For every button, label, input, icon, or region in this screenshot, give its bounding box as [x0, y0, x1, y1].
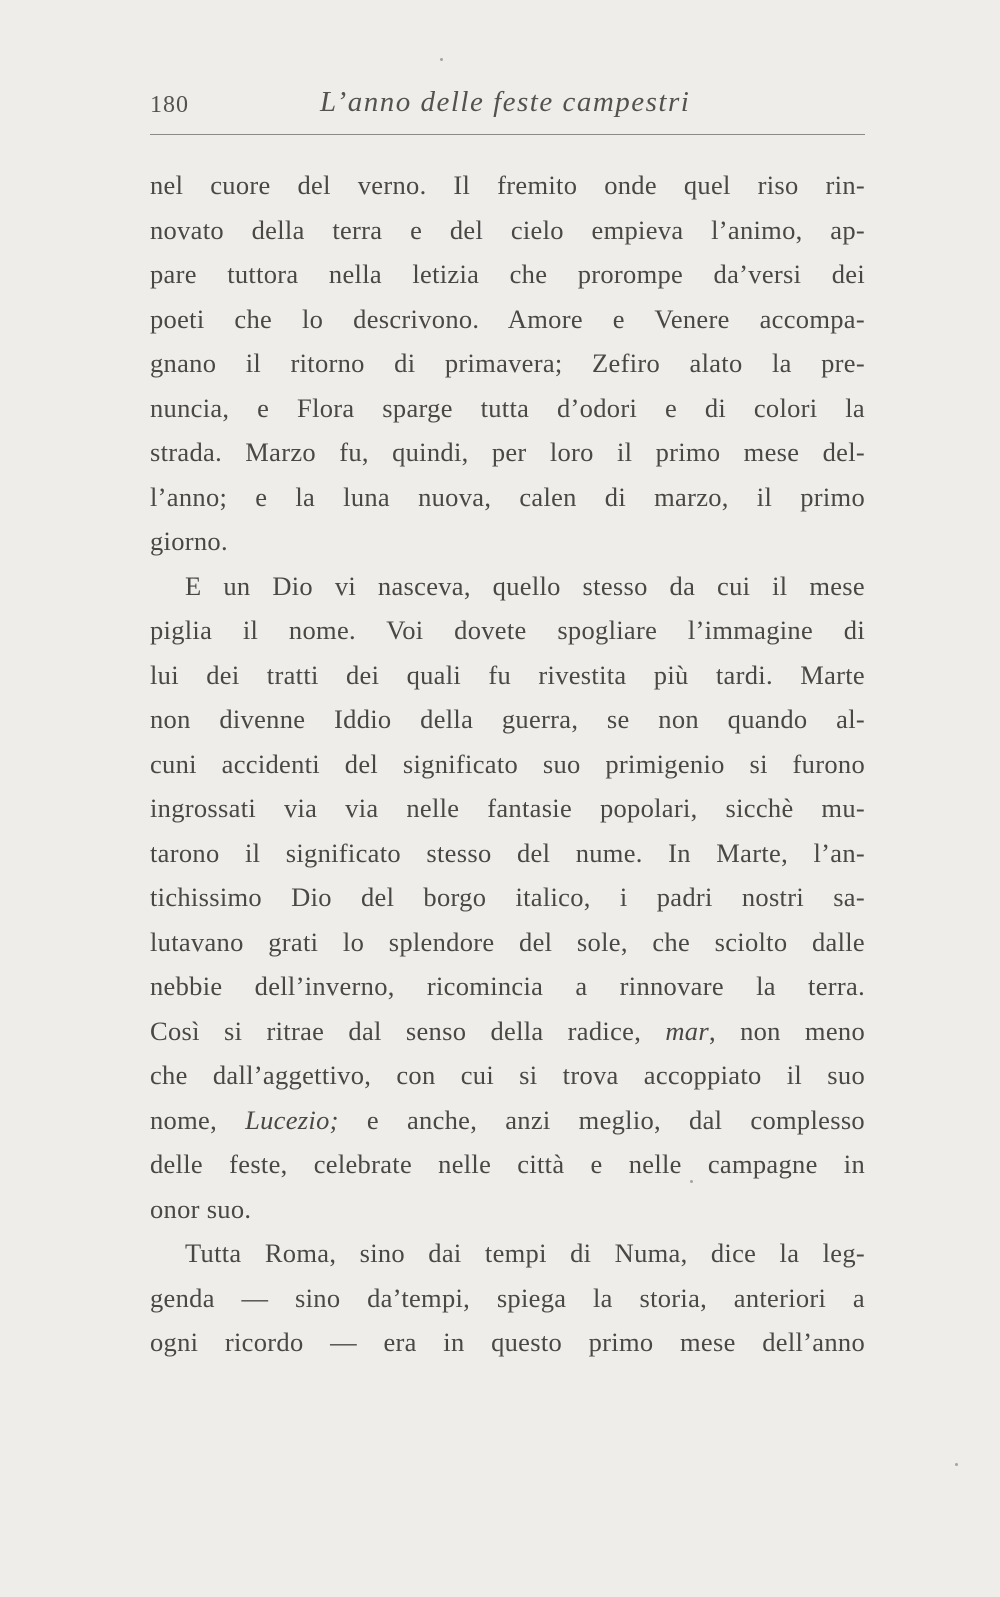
text-line: strada. Marzo fu, quindi, per loro il primo mese del-	[150, 437, 865, 467]
text-line: tarono il significato stesso del nume. In Marte, l’an-	[150, 837, 865, 868]
italic-term: mar	[665, 1015, 709, 1046]
text-line: nel cuore del verno. Il fremito onde quel riso rin-	[150, 170, 865, 200]
text-line: nome, Lucezio; e anche, anzi meglio, dal complesso	[150, 1104, 865, 1135]
text-line: onor suo.	[150, 1193, 252, 1224]
text-line: Tutta Roma, sino dai tempi di Numa, dice la leg-	[185, 1238, 865, 1268]
text-line: ogni ricordo — era in questo primo mese dell’anno	[150, 1327, 865, 1357]
text-line: lui dei tratti dei quali fu rivestita più tardi. Marte	[150, 659, 865, 690]
header-rule	[150, 134, 865, 135]
text-line: cuni accidenti del significato suo primigenio si furono	[150, 748, 865, 779]
text-line: giorno.	[150, 526, 228, 556]
text-line: delle feste, celebrate nelle città e nelle campagne in	[150, 1149, 865, 1179]
text-line: poeti che lo descrivono. Amore e Venere accompa-	[150, 303, 865, 334]
text-line: lutavano grati lo splendore del sole, che sciolto dalle	[150, 926, 865, 957]
text-line: genda — sino da’tempi, spiega la storia, anteriori a	[150, 1282, 865, 1313]
text-line: piglia il nome. Voi dovete spogliare l’immagine di	[150, 615, 865, 645]
paper-speck	[690, 1180, 693, 1183]
italic-term: Lucezio;	[245, 1104, 339, 1135]
text-line: che dall’aggettivo, con cui si trova accoppiato il suo	[150, 1060, 865, 1090]
text-line: novato della terra e del cielo empieva l’animo, ap-	[150, 214, 865, 245]
text-line: nebbie dell’inverno, ricomincia a rinnovare la terra.	[150, 971, 865, 1001]
text-line: ingrossati via via nelle fantasie popolari, sicchè mu-	[150, 793, 865, 823]
text-line: l’anno; e la luna nuova, calen di marzo, il primo	[150, 481, 865, 512]
text-line: gnano il ritorno di primavera; Zefiro alato la pre-	[150, 348, 865, 378]
text-line: E un Dio vi nasceva, quello stesso da cui il mese	[185, 570, 865, 601]
running-title: L’anno delle feste campestri	[320, 86, 691, 118]
page-number: 180	[150, 92, 189, 118]
text-line: non divenne Iddio della guerra, se non quando al-	[150, 704, 865, 734]
page-header	[150, 78, 865, 128]
body-text	[150, 163, 865, 1365]
paper-speck	[955, 1463, 958, 1466]
text-line: Così si ritrae dal senso della radice, mar, non meno	[150, 1015, 865, 1046]
text-line: tichissimo Dio del borgo italico, i padri nostri sa-	[150, 882, 865, 912]
text-line: pare tuttora nella letizia che prorompe da’versi dei	[150, 259, 865, 289]
text-line: nuncia, e Flora sparge tutta d’odori e di colori la	[150, 392, 865, 423]
paper-speck	[440, 58, 443, 61]
